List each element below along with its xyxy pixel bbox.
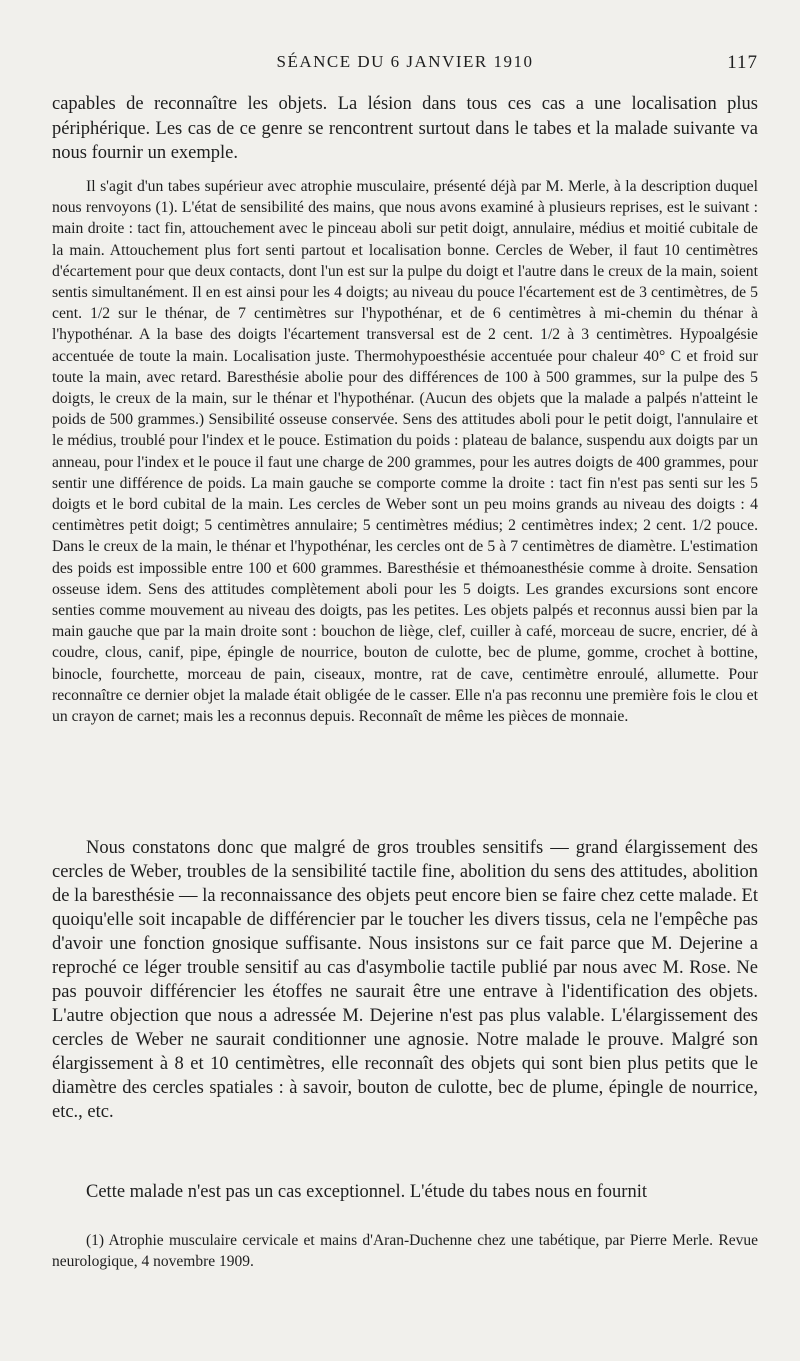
paragraph-discussion: Nous constatons donc que malgré de gros troubles sensitifs — grand élargissement des cercles de Weber, troubles de la sensibilité tactile fine, abolition du sens des attitudes, abolition de la baresthésie — la reconnaissance des objets peut encore bien se faire chez cette malade. Et quoiqu'elle soit incapable de différencier par le toucher les divers tissus, cela ne l'empêche pas d'avoir une fonction gnosique suffisante. Nous insistons sur ce fait parce que M. Dejerine a reproché ce léger trouble sensitif au cas d'asymbolie tactile publié par nous avec M. Rose. Ne pas pouvoir différencier les étoffes ne saurait être une entrave à l'identification des objets. L'autre objection que nous a adressée M. Dejerine n'est pas plus valable. L'élargissement des cercles de Weber ne saurait conditionner une agnosie. Notre malade le prouve. Malgré son élargissement à 8 et 10 centimètres, elle reconnaît des objets qui sont bien plus petits que le diamètre des cercles spatiales : à savoir, bouton de culotte, bec de plume, épingle de nourrice, etc., etc. [52,838,758,1122]
paragraph-case-report: Il s'agit d'un tabes supérieur avec atrophie musculaire, présenté déjà par M. Merle, à la description duquel nous renvoyons (1). L'état de sensibilité des mains, que nous avons examiné à plusieurs reprises, est le suivant : main droite : tact fin, attouchement avec le pinceau aboli sur petit doigt, annulaire, médius et moitié cubitale de la main. Attouchement plus fort senti partout et localisation bonne. Cercles de Weber, il faut 10 centimètres d'écartement pour que deux contacts, dont l'un est sur la pulpe du doigt et l'autre dans le creux de la main, soient sentis simultanément. Il en est ainsi pour les 4 doigts; au niveau du pouce l'écartement est de 3 centimètres, de 5 cent. 1/2 sur le thénar, de 7 centimètres sur l'hypothénar, et de 6 centimètres à mi-chemin du thénar à l'hypothénar. A la base des doigts l'écartement transversal est de 2 cent. 1/2 à 3 centimètres. Hypoalgésie accentuée de toute la main. Localisation juste. Thermohypoesthésie accentuée pour chaleur 40° C et froid sur toute la main, avec retard. Baresthésie abolie pour des différences de 100 à 500 grammes, sur la pulpe des 5 doigts, le creux de la main, sur le thénar et l'hypothénar. (Aucun des objets que la malade a palpés n'atteint le poids de 500 grammes.) Sensibilité osseuse conservée. Sens des attitudes aboli pour le petit doigt, l'annulaire et le médius, troublé pour l'index et le pouce. Estimation du poids : plateau de balance, suspendu aux doigts par un anneau, pour l'index et le pouce il faut une charge de 200 grammes, pour les autres doigts de 400 grammes, pour sentir une différence de poids. La main gauche se comporte comme la droite : tact fin n'est pas senti sur les 5 doigts et le bord cubital de la main. Les cercles de Weber sont un peu moins grands au niveau des doigts : 4 centimètres petit doigt; 5 centimètres annulaire; 5 centimètres médius; 2 centimètres index; 2 cent. 1/2 pouce. Dans le creux de la main, le thénar et l'hypothénar, les cercles ont de 5 à 7 centimètres de diamètre. L'estimation des poids est impossible entre 100 et 600 grammes. Baresthésie et thémoanesthésie comme à droite. Sensation osseuse idem. Sens des attitudes complètement aboli pour les 5 doigts. Les grandes excursions sont encore senties comme mouvement au niveau des doigts, pas les petites. Les objets palpés et reconnus aussi bien par la main gauche que par la main droite sont : bouchon de liège, clef, cuiller à café, morceau de sucre, encrier, dé à coudre, clous, canif, pipe, épingle de nourrice, bouton de culotte, bec de plume, gomme, crochet à bottine, binocle, fourchette, morceau de pain, ciseaux, montre, rat de cave, centimètre enroulé, allumette. Pour reconnaître ce dernier objet la malade était obligée de le casser. Elle n'a pas reconnu une première fois le clou et un crayon de carnet; mais les a reconnus depuis. Reconnaît de même les pièces de monnaie. [52,178,758,726]
paragraph-intro: capables de reconnaître les objets. La lésion dans tous ces cas a une localisation plus périphérique. Les cas de ce genre se rencontrent surtout dans le tabes et la malade suivante va nous fournir un exemple. [52,94,758,163]
page-number: 117 [727,52,758,73]
page-header [52,52,758,82]
footnote: (1) Atrophie musculaire cervicale et mains d'Aran-Duchenne chez une tabétique, par Pierre Merle. Revue neurologique, 4 novembre 1909. [52,1232,758,1270]
paragraph-conclusion: Cette malade n'est pas un cas exceptionnel. L'étude du tabes nous en fournit [86,1182,647,1202]
running-title: SÉANCE DU 6 JANVIER 1910 [276,52,534,71]
